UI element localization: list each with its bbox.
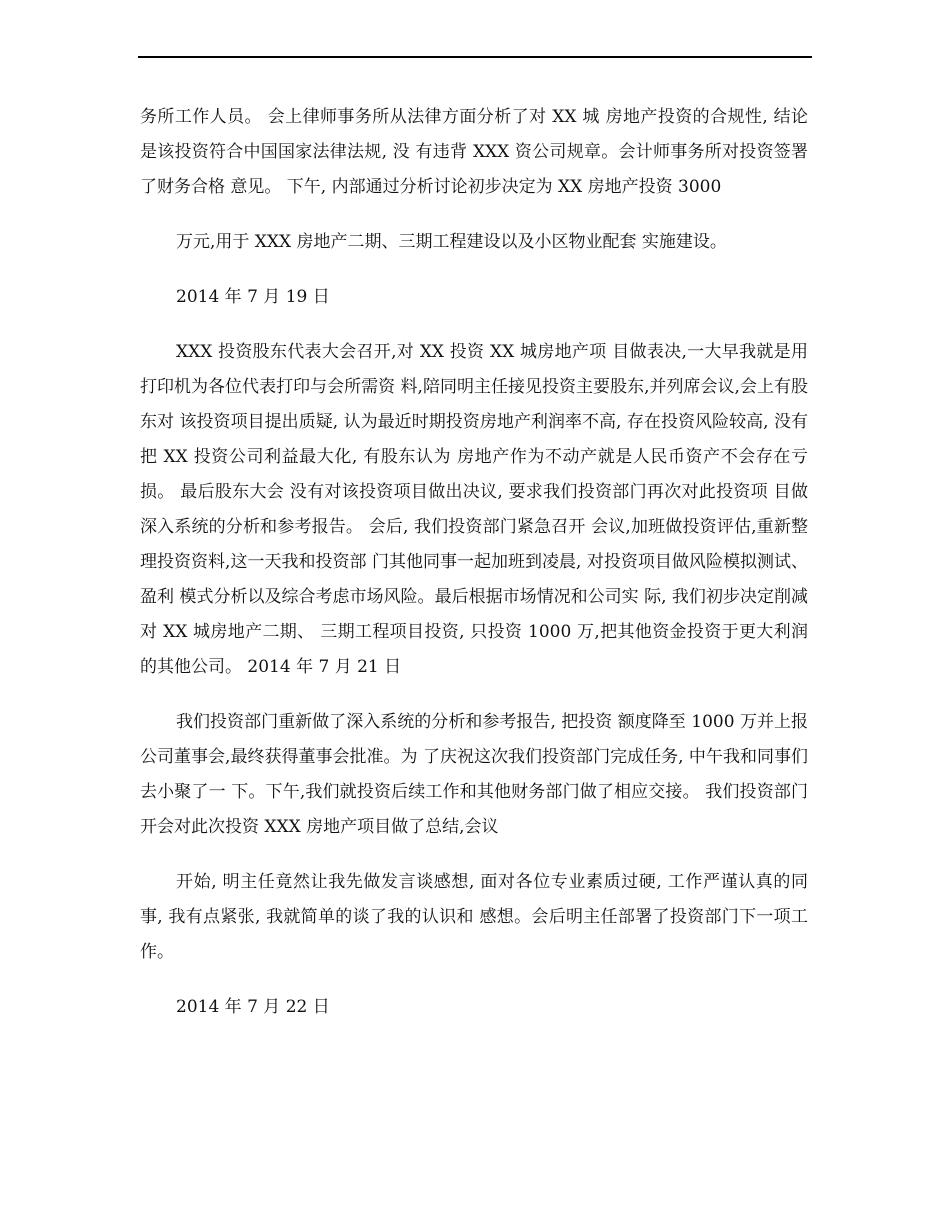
paragraph-2: 万元,用于 XXX 房地产二期、三期工程建设以及小区物业配套 实施建设。 [176,232,727,252]
paragraph-4: 我们投资部门重新做了深入系统的分析和参考报告, 把投资 额度降至 1000 万并上报公司董事会,最终获得董事会批准。为 了庆祝这次我们投资部门完成任务, 中午我和同事们去小聚了一 下。下午,我们就投资后续工作和其他财务部门做了相应交接。 我们投资部门开会对此次投资 XXX 房地产项目做了总结,会议 [140,712,808,837]
paragraph-3: XXX 投资股东代表大会召开,对 XX 投资 XX 城房地产项 目做表决,一大早我就是用打印机为各位代表打印与会所需资 料,陪同明主任接见投资主要股东,并列席会议,会上有股东对 该投资项目提出质疑, 认为最近时期投资房地产利润率不高, 存在投资风险较高, 没有把 XX 投资公司利益最大化, 有股东认为 房地产作为不动产就是人民币资产不会存在亏损。 最后股东大会 没有对该投资项目做出决议, 要求我们投资部门再次对此投资项 目做深入系统的分析和参考报告。 会后, 我们投资部门紧急召开 会议,加班做投资评估,重新整理投资资料,这一天我和投资部 门其他同事一起加班到凌晨, 对投资项目做风险模拟测试、 盈利 模式分析以及综合考虑市场风险。最后根据市场情况和公司实 际, 我们初步决定削减对 XX 城房地产二期、 三期工程项目投资, 只投资 1000 万,把其他资金投资于更大利润的其他公司。 2014 年 7 月 21 日 [140,342,808,677]
paragraph-1: 务所工作人员。 会上律师事务所从法律方面分析了对 XX 城 房地产投资的合规性, 结论是该投资符合中国国家法律法规, 没 有违背 XXX 资公司规章。会计师事务所对投资签署了财务合格 意见。 下午, 内部通过分析讨论初步决定为 XX 房地产投资 3000 [140,107,808,197]
paragraph-5: 开始, 明主任竟然让我先做发言谈感想, 面对各位专业素质过硬, 工作严谨认真的同事, 我有点紧张, 我就简单的谈了我的认识和 感想。会后明主任部署了投资部门下一项工作。 [140,872,808,962]
document-body [140,100,808,1045]
date-2014-07-19: 2014 年 7 月 19 日 [176,287,330,307]
header-rule [138,56,812,58]
date-2014-07-22: 2014 年 7 月 22 日 [176,997,330,1017]
